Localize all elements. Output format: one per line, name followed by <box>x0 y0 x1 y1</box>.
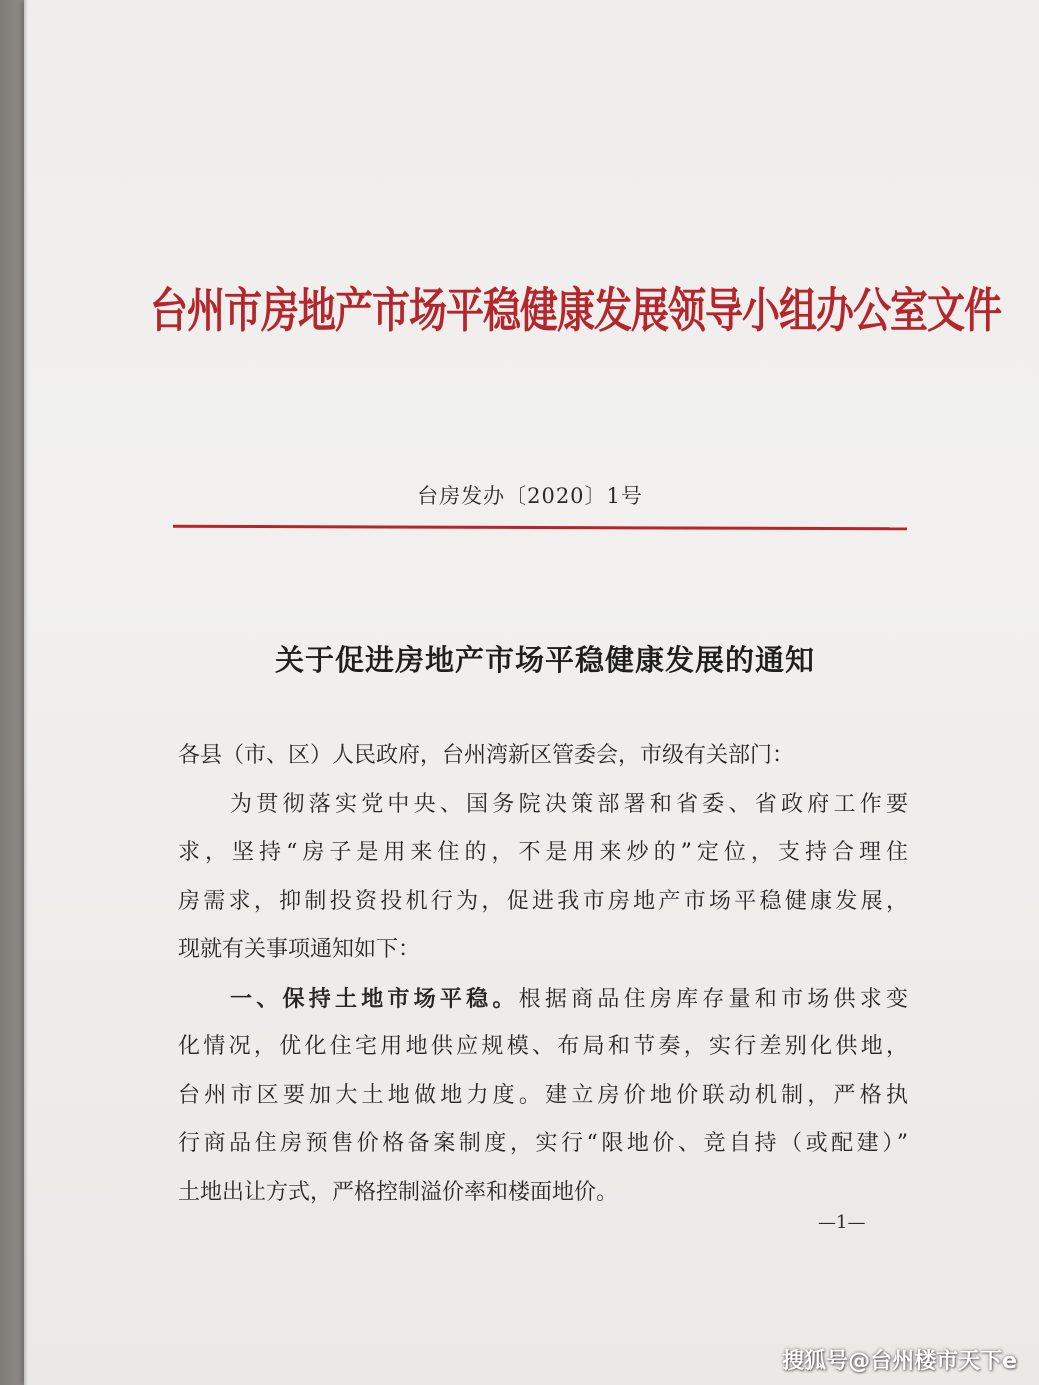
section1-line: 台州市区要加大土地做地力度。建立房价地价联动机制，严格执 <box>178 1082 908 1108</box>
intro-line: 房需求，抑制投资投机行为，促进我市房地产市场平稳健康发展， <box>178 888 908 914</box>
section1-line: 化情况，优化住宅用地供应规模、布局和节奏，实行差别化供地， <box>178 1034 908 1059</box>
intro-line: 求，坚持“房子是用来住的，不是用来炒的”定位，支持合理住 <box>178 840 908 865</box>
section1-first-line <box>178 975 908 1024</box>
section1-heading: 一、保持土地市场平稳。 <box>230 985 519 1012</box>
salutation: 各县（市、区）人民政府，台州湾新区管委会，市级有关部门： <box>178 743 795 768</box>
section1-line: 行商品住房预售价格备案制度，实行“限地价、竞自持（或配建）” <box>178 1131 908 1156</box>
issuer-header: 台州市房地产市场平稳健康发展领导小组办公室文件 <box>150 282 1002 339</box>
source-watermark: 搜狐号@台州楼市天下e <box>782 1349 1017 1374</box>
section1-first-line-text: 根据商品住房库存量和市场供求变 <box>518 986 908 1012</box>
page-number: —1— <box>818 1212 866 1233</box>
notice-title: 关于促进房地产市场平稳健康发展的通知 <box>274 643 815 677</box>
intro-line: 现就有关事项通知如下： <box>178 937 421 962</box>
page-edge-shadow <box>24 0 28 1385</box>
intro-line: 为贯彻落实党中央、国务院决策部署和省委、省政府工作要 <box>230 791 908 817</box>
document-number: 台房发办〔2020〕1号 <box>417 484 643 508</box>
document-body <box>178 732 908 1217</box>
section1-line: 土地出让方式，严格控制溢价率和楼面地价。 <box>178 1179 619 1205</box>
